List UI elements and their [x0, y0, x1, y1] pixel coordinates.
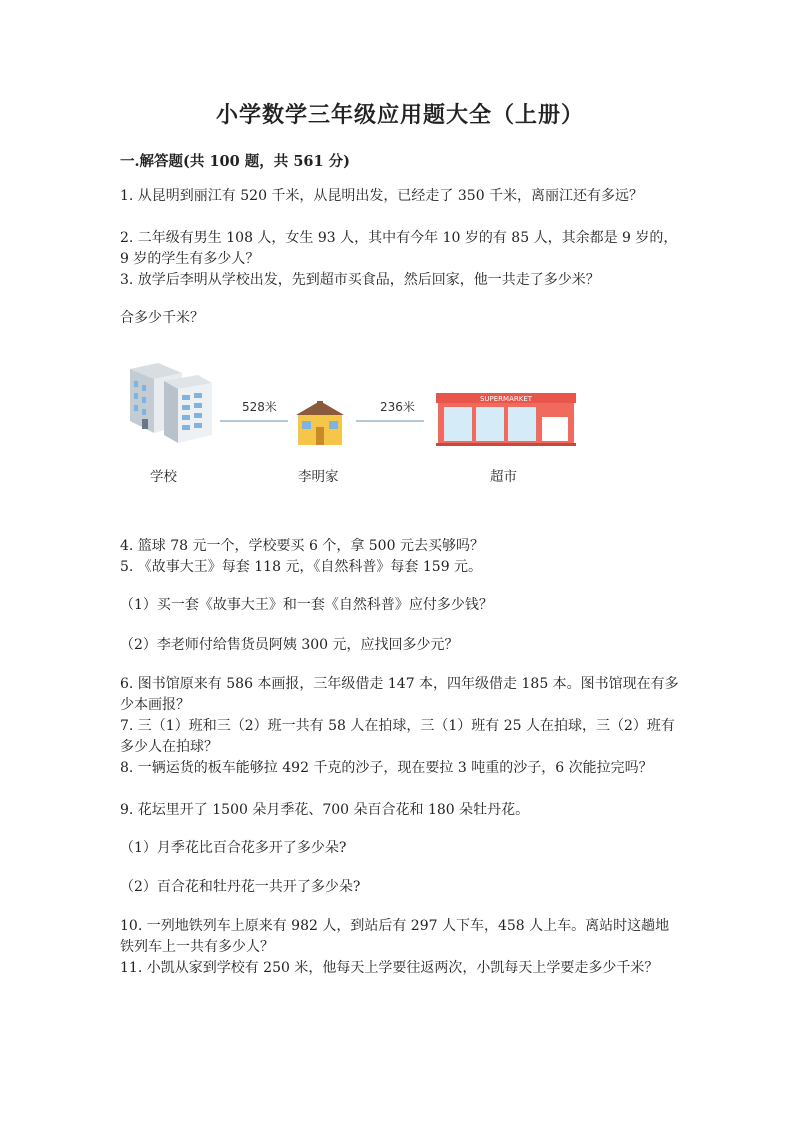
question-9: 9. 花坛里开了 1500 朵月季花、700 朵百合花和 180 朵牡丹花。 — [120, 802, 530, 818]
supermarket-sign: SUPERMARKET — [479, 395, 533, 403]
route-diagram — [120, 355, 590, 490]
question-5: 5. 《故事大王》每套 118 元，《自然科普》每套 159 元。 — [120, 559, 483, 575]
question-5-part-2: （2）李老师付给售货员阿姨 300 元，应找回多少元？ — [120, 637, 459, 653]
house-icon — [296, 401, 344, 445]
question-7: 7. 三（1）班和三（2）班一共有 58 人在拍球，三（1）班有 25 人在拍球，三（2）班有多少人在拍球？ — [120, 718, 675, 755]
question-1: 1. 从昆明到丽江有 520 千米，从昆明出发，已经走了 350 千米，离丽江还有多远？ — [120, 188, 644, 204]
question-5-part-1: （1）买一套《故事大王》和一套《自然科普》应付多少钱？ — [120, 597, 493, 613]
question-10: 10. 一列地铁列车上原来有 982 人，到站后有 297 人下车，458 人上车。离站时这趟地铁列车上一共有多少人？ — [120, 918, 670, 955]
section-heading: 一.解答题(共 100 题，共 561 分) — [120, 153, 350, 170]
route-diagram-graphic — [120, 355, 590, 490]
question-3: 3. 放学后李明从学校出发，先到超市买食品，然后回家，他一共走了多少米？ — [120, 272, 600, 288]
market-label: 超市 — [490, 469, 517, 485]
school-building-icon — [130, 363, 212, 443]
distance-label-1: 528米 — [242, 400, 277, 414]
page-title: 小学数学三年级应用题大全（上册） — [215, 102, 584, 128]
question-2: 2. 二年级有男生 108 人，女生 93 人，其中有今年 10 岁的有 85 人，其余都是 9 岁的，9 岁的学生有多少人？ — [120, 230, 678, 267]
question-9-part-1: （1）月季花比百合花多开了多少朵? — [120, 840, 347, 856]
school-label: 学校 — [150, 469, 177, 485]
home-label: 李明家 — [298, 469, 339, 485]
question-3-sub: 合多少千米？ — [120, 310, 204, 326]
question-9-part-2: （2）百合花和牡丹花一共开了多少朵? — [120, 879, 361, 895]
question-6: 6. 图书馆原来有 586 本画报，三年级借走 147 本，四年级借走 185 本。图书馆现在有多少本画报？ — [120, 676, 679, 713]
question-11: 11. 小凯从家到学校有 250 米，他每天上学要往返两次，小凯每天上学要走多少千米？ — [120, 960, 659, 976]
question-4: 4. 篮球 78 元一个，学校要买 6 个，拿 500 元去买够吗？ — [120, 538, 484, 554]
distance-label-2: 236米 — [380, 400, 415, 414]
question-8: 8. 一辆运货的板车能够拉 492 千克的沙子，现在要拉 3 吨重的沙子，6 次能拉完吗？ — [120, 760, 653, 776]
